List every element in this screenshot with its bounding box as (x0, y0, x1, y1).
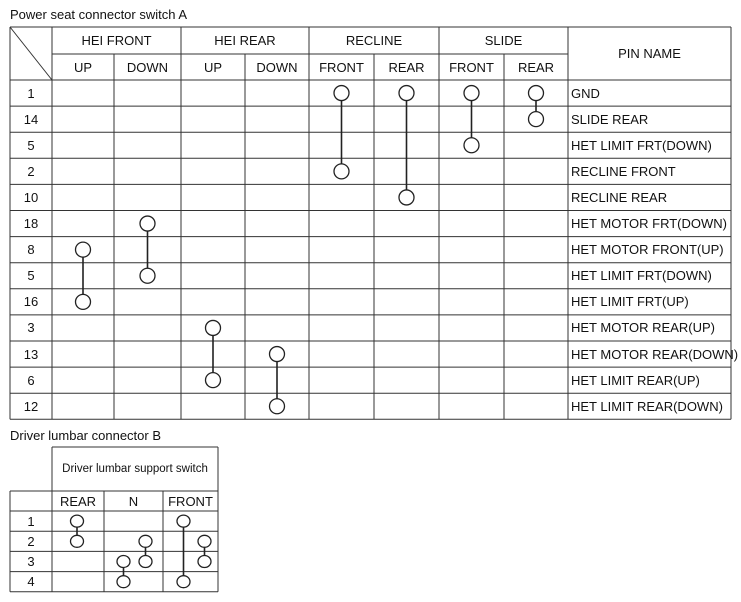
subcol-recline-rear: REAR (388, 59, 425, 75)
table-a-title: Power seat connector switch A (10, 7, 188, 22)
connector-node (206, 320, 221, 335)
pin-number: 5 (27, 268, 35, 284)
pin-name: HET LIMIT REAR(UP) (571, 372, 700, 388)
pin-name-header: PIN NAME (618, 46, 681, 61)
subcol-hei-rear-down: DOWN (256, 59, 298, 75)
pin-name: SLIDE REAR (571, 111, 649, 127)
connector-node (76, 242, 91, 257)
pin-number: 10 (23, 189, 39, 205)
connector-node (529, 86, 544, 101)
connector-node (529, 112, 544, 127)
connector-node (334, 164, 349, 179)
connector-node (270, 347, 285, 362)
pin-name: HET LIMIT FRT(UP) (571, 294, 689, 310)
subcol-lumbar-front: FRONT (168, 493, 213, 509)
group-slide: SLIDE (484, 33, 523, 48)
pin-name: HET MOTOR FRT(DOWN) (571, 216, 727, 232)
pin-number: 12 (23, 398, 39, 414)
connector-node (464, 138, 479, 153)
pin-number: 18 (23, 216, 39, 232)
pin-name: HET LIMIT FRT(DOWN) (571, 268, 712, 284)
lumbar-switch-header: Driver lumbar support switch (62, 463, 208, 475)
pin-name: GND (571, 85, 600, 101)
table-b-title: Driver lumbar connector B (10, 428, 161, 443)
subcol-hei-front-down: DOWN (126, 59, 169, 75)
subcol-lumbar-n: N (128, 493, 139, 509)
subcol-hei-rear-up: UP (203, 59, 223, 75)
connector-node (399, 86, 414, 101)
connector-node (139, 535, 152, 547)
pin-number: 3 (27, 320, 35, 336)
pin-number: 6 (27, 372, 35, 388)
connector-node (464, 86, 479, 101)
subcol-recline-front: FRONT (319, 59, 364, 75)
group-recline: RECLINE (345, 33, 403, 48)
connector-node (71, 535, 84, 547)
connector-node (117, 556, 130, 568)
subcol-lumbar-rear: REAR (59, 493, 97, 509)
pin-number: 16 (23, 294, 39, 310)
pin-number: 2 (27, 163, 35, 179)
pin-name: RECLINE FRONT (571, 163, 676, 179)
connector-node (270, 399, 285, 414)
lumbar-pin-number: 1 (27, 513, 35, 529)
connector-node (399, 190, 414, 205)
pin-name: RECLINE REAR (571, 189, 668, 205)
connector-node (177, 515, 190, 527)
pin-number: 8 (27, 242, 35, 258)
lumbar-pin-number: 2 (27, 533, 35, 549)
group-hei-front: HEI FRONT (81, 33, 152, 48)
corner-diagonal (10, 27, 52, 80)
connector-node (140, 216, 155, 231)
connector-node (177, 576, 190, 588)
connector-node (198, 556, 211, 568)
lumbar-pin-number: 4 (27, 574, 35, 590)
lumbar-pin-number: 3 (27, 553, 35, 569)
pin-number: 1 (27, 85, 35, 101)
connector-node (71, 515, 84, 527)
pin-name: HET MOTOR FRONT(UP) (571, 242, 724, 258)
pin-name: HET LIMIT FRT(DOWN) (571, 137, 712, 153)
group-hei-rear: HEI REAR (214, 33, 276, 48)
connector-node (76, 294, 91, 309)
subcol-slide-rear: REAR (517, 59, 555, 75)
connector-node (117, 576, 130, 588)
subcol-slide-front: FRONT (449, 59, 494, 75)
pin-name: HET MOTOR REAR(UP) (571, 320, 715, 336)
pin-number: 5 (27, 137, 35, 153)
connector-node (139, 556, 152, 568)
connector-node (140, 268, 155, 283)
pin-number: 14 (23, 111, 39, 127)
connector-node (334, 86, 349, 101)
connector-node (206, 373, 221, 388)
pin-name: HET LIMIT REAR(DOWN) (571, 398, 723, 414)
connector-node (198, 535, 211, 547)
subcol-hei-front-up: UP (73, 59, 93, 75)
pin-number: 13 (23, 346, 39, 362)
pin-name: HET MOTOR REAR(DOWN) (571, 346, 739, 362)
